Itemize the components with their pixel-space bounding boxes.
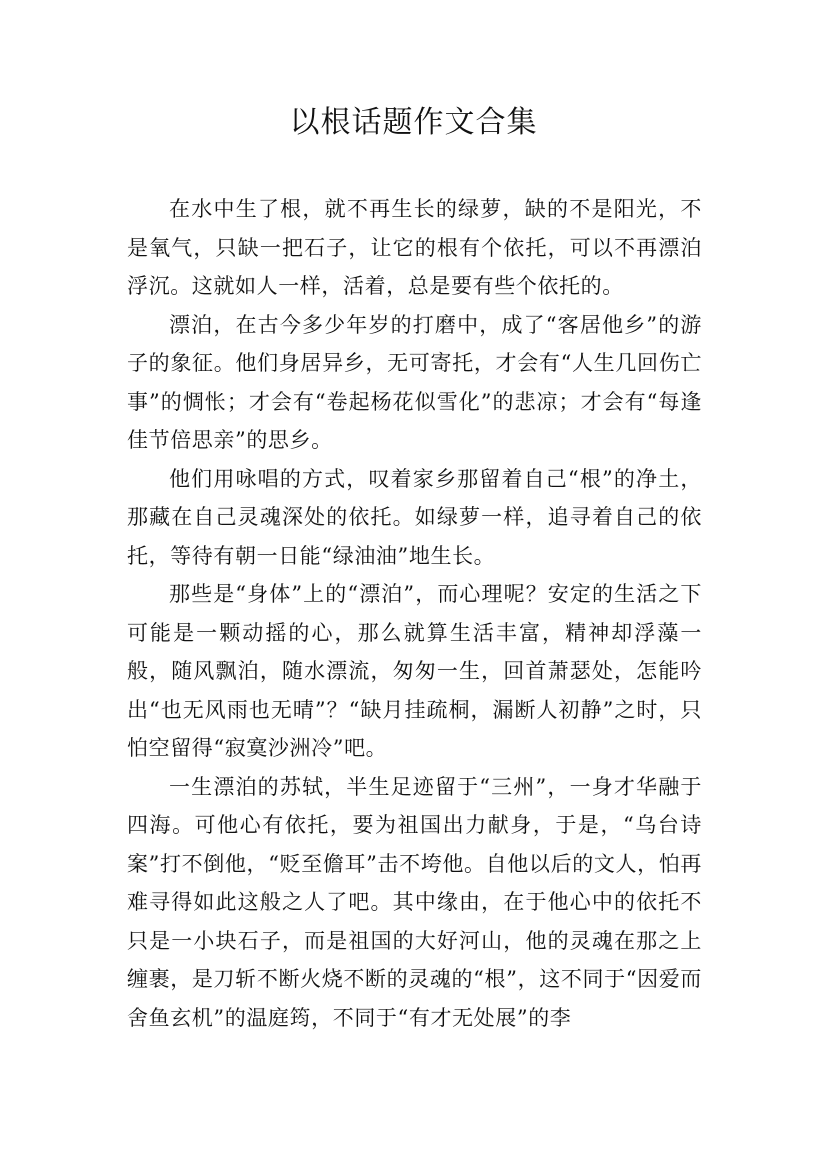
paragraph-3: 他们用咏唱的方式，叹着家乡那留着自己“根”的净土，那藏在自己灵魂深处的依托。如绿萝一样，追寻着自己的依托，等待有朝一日能“绿油油”地生长。 [127, 466, 702, 568]
document-title: 以根话题作文合集 [289, 105, 538, 140]
paragraph-5: 一生漂泊的苏轼，半生足迹留于“三州”，一身才华融于四海。可他心有依托，要为祖国出力献身，于是，“乌台诗案”打不倒他，“贬至儋耳”击不垮他。自他以后的文人，怕再难寻得如此这般之人了吧。其中缘由，在于他心中的依托不只是一小块石子，而是祖国的大好河山，他的灵魂在那之上缠裹，是刀斩不断火烧不断的灵魂的“根”，这不同于“因爱而舍鱼玄机”的温庭筠，不同于“有才无处展”的李 [127, 774, 702, 1030]
paragraph-2: 漂泊，在古今多少年岁的打磨中，成了“客居他乡”的游子的象征。他们身居异乡，无可寄托，才会有“人生几回伤亡事”的惆怅；才会有“卷起杨花似雪化”的悲凉；才会有“每逢佳节倍思亲”的思乡。 [127, 312, 702, 452]
paragraph-1: 在水中生了根，就不再生长的绿萝，缺的不是阳光，不是氧气，只缺一把石子，让它的根有个依托，可以不再漂泊浮沉。这就如人一样，活着，总是要有些个依托的。 [127, 197, 702, 298]
paragraph-4: 那些是“身体”上的“漂泊”，而心理呢？安定的生活之下可能是一颗动摇的心，那么就算生活丰富，精神却浮藻一般，随风飘泊，随水漂流，匆匆一生，回首萧瑟处，怎能吟出“也无风雨也无晴”？“缺月挂疏桐，漏断人初静”之时，只怕空留得“寂寞沙洲冷”吧。 [127, 582, 702, 760]
document-body [127, 190, 702, 1037]
